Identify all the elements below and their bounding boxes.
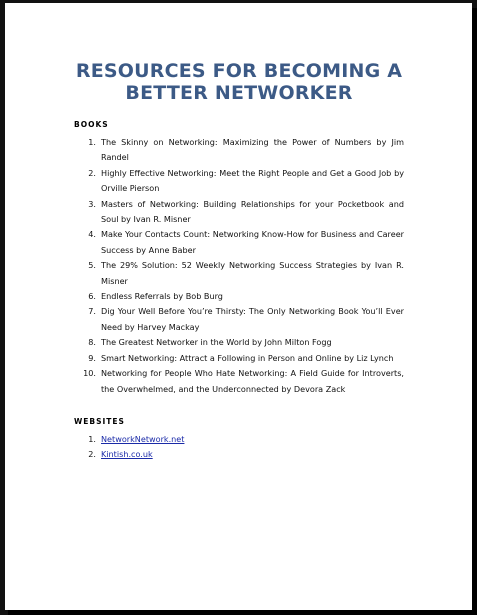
book-entry-text: The 29% Solution: 52 Weekly Networking Success Strategies by Ivan R. Misner — [101, 260, 404, 286]
list-item-number: 8. — [88, 337, 96, 348]
book-list-item — [74, 335, 404, 350]
book-list-item — [74, 304, 404, 335]
list-item-number: 1. — [88, 433, 96, 444]
list-item-number: 4. — [88, 229, 96, 240]
book-entry-text: The Skinny on Networking: Maximizing the Power of Numbers by Jim Randel — [101, 137, 404, 163]
book-list-item — [74, 366, 404, 397]
book-entry-text: Masters of Networking: Building Relationships for your Pocketbook and Soul by Ivan R. Misner — [101, 198, 404, 225]
list-item-number: 7. — [88, 306, 96, 317]
website-link[interactable]: NetworkNetwork.net — [101, 433, 185, 444]
book-entry-text: The Greatest Networker in the World by John Milton Fogg — [101, 337, 332, 348]
book-entry-text: Make Your Contacts Count: Networking Know-How for Business and Career Success by Anne Baber — [101, 229, 404, 255]
list-item-number: 2. — [88, 449, 96, 460]
book-list-item — [74, 197, 404, 228]
page-shadow-right — [472, 8, 477, 615]
list-item-number: 5. — [88, 260, 96, 271]
book-list-item — [74, 351, 404, 366]
document-title: RESOURCES FOR BECOMING A BETTER NETWORKER — [75, 60, 403, 104]
book-list-item — [74, 166, 404, 197]
websites-heading: WEBSITES — [74, 416, 125, 426]
document-page — [74, 60, 404, 463]
book-entry-text: Highly Effective Networking: Meet the Right People and Get a Good Job by Orville Pierson — [101, 167, 404, 194]
book-list-item — [74, 135, 404, 166]
book-list-item — [74, 289, 404, 304]
book-entry-text: Networking for People Who Hate Networking: A Field Guide for Introverts, the Overwhelmed, and the Underconnected by Devora Zack — [101, 368, 404, 394]
books-heading: BOOKS — [74, 120, 109, 129]
list-item-number: 6. — [88, 291, 96, 302]
book-entry-text: Smart Networking: Attract a Following in Person and Online by Liz Lynch — [101, 352, 394, 363]
list-item-number: 3. — [88, 198, 96, 209]
website-list-item[interactable] — [74, 447, 404, 462]
list-item-number: 9. — [88, 352, 96, 363]
list-item-number: 10. — [83, 368, 96, 379]
list-item-number: 2. — [88, 167, 96, 178]
book-entry-text: Dig Your Well Before You’re Thirsty: The Only Networking Book You’ll Ever Need by Harvey Mackay — [101, 306, 404, 332]
website-list-item[interactable] — [74, 432, 404, 447]
website-link[interactable]: Kintish.co.uk — [101, 449, 153, 460]
list-item-number: 1. — [88, 137, 96, 147]
books-list — [74, 135, 404, 397]
page-shadow-bottom — [8, 610, 477, 615]
book-list-item — [74, 227, 404, 258]
websites-list — [74, 432, 404, 463]
book-entry-text: Endless Referrals by Bob Burg — [101, 291, 223, 302]
book-list-item — [74, 258, 404, 289]
